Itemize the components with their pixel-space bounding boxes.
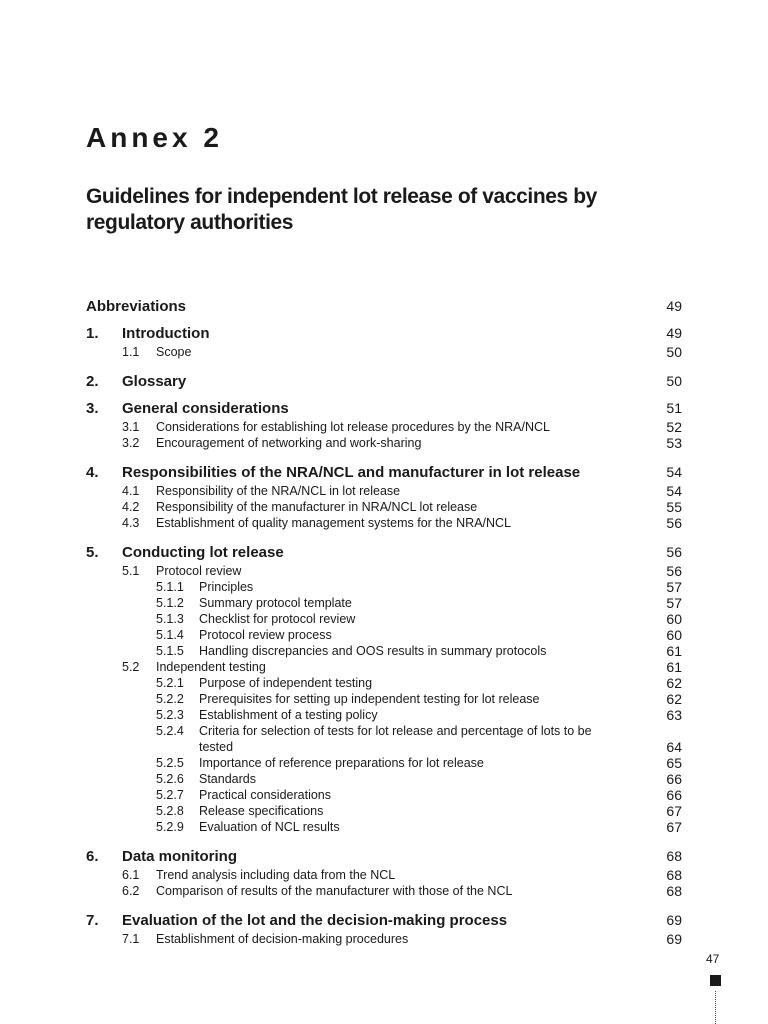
toc-section-4[interactable] — [86, 462, 682, 483]
toc-entry-label: Handling discrepancies and OOS results in summary protocols — [199, 644, 547, 658]
toc-section-label: Glossary — [122, 373, 187, 390]
toc-section-number: 6. — [86, 848, 99, 865]
toc-entry-label: Criteria for selection of tests for lot release and percentage of lots to be tested — [199, 724, 592, 754]
toc-entry-5-2-8[interactable] — [86, 803, 682, 819]
toc-section-label: Responsibilities of the NRA/NCL and manufacturer in lot release — [122, 464, 581, 481]
toc-page-number: 50 — [666, 344, 682, 360]
toc-entry-5-1-4[interactable] — [86, 627, 682, 643]
toc-entry-number: 4.3 — [122, 516, 140, 530]
toc-entry-label: Establishment of a testing policy — [199, 708, 378, 722]
toc-entry-label: Practical considerations — [199, 788, 332, 802]
toc-page-number: 68 — [666, 883, 682, 899]
toc-entry-5-2-6[interactable] — [86, 771, 682, 787]
toc-entry-number: 5.2.9 — [156, 820, 184, 834]
toc-page-number: 64 — [666, 739, 682, 755]
toc-entry-4-3[interactable] — [86, 515, 682, 531]
toc-entry-label: Responsibility of the manufacturer in NRA/NCL lot release — [156, 500, 478, 514]
toc-entry-5-1[interactable] — [86, 563, 682, 579]
toc-page-number: 66 — [666, 771, 682, 787]
toc-entry-label: Purpose of independent testing — [199, 676, 373, 690]
toc-entry-number: 5.2.7 — [156, 788, 184, 802]
toc-entry-5-2-4[interactable] — [86, 723, 682, 755]
toc-section-label: General considerations — [122, 400, 289, 417]
toc-entry-number: 6.1 — [122, 868, 140, 882]
toc-entry-number: 3.1 — [122, 420, 140, 434]
toc-entry-label: Principles — [199, 580, 254, 594]
toc-entry-5-1-5[interactable] — [86, 643, 682, 659]
annex-heading: Annex 2 — [86, 122, 223, 153]
toc-page-number: 67 — [666, 819, 682, 835]
toc-page-number: 56 — [666, 515, 682, 531]
toc-section-number: 5. — [86, 544, 99, 561]
toc-entry-label: Protocol review — [156, 564, 242, 578]
toc-entry-5-2-2[interactable] — [86, 691, 682, 707]
toc-page-number: 61 — [666, 643, 682, 659]
toc-entry-number: 5.2 — [122, 660, 140, 674]
toc-entry-number: 4.2 — [122, 500, 140, 514]
dotted-line-decoration — [715, 991, 716, 1024]
document-title: Guidelines for independent lot release of vaccines by regulatory authorities — [86, 185, 597, 234]
toc-page-number: 67 — [666, 803, 682, 819]
toc-page-number: 69 — [666, 931, 682, 947]
toc-page-number: 52 — [666, 419, 682, 435]
toc-entry-5-1-3[interactable] — [86, 611, 682, 627]
toc-entry-5-1-1[interactable] — [86, 579, 682, 595]
toc-entry-number: 5.2.6 — [156, 772, 184, 786]
toc-entry-number: 5.2.1 — [156, 676, 184, 690]
toc-entry-number: 5.2.4 — [156, 724, 184, 738]
toc-entry-label: Protocol review process — [199, 628, 332, 642]
toc-entry-3-2[interactable] — [86, 435, 682, 451]
toc-page-number: 65 — [666, 755, 682, 771]
toc-page-number: 54 — [666, 464, 682, 480]
toc-section-number: 7. — [86, 912, 99, 929]
toc-page-number: 51 — [666, 400, 682, 416]
toc-section-3[interactable] — [86, 398, 682, 419]
toc-entry-label: Summary protocol template — [199, 596, 352, 610]
toc-entry-number: 5.1.2 — [156, 596, 184, 610]
toc-page-number: 68 — [666, 867, 682, 883]
toc-entry-label: Checklist for protocol review — [199, 612, 356, 626]
toc-page-number: 49 — [666, 325, 682, 341]
toc-page-number: 56 — [666, 544, 682, 560]
toc-entry-label: Establishment of quality management systems for the NRA/NCL — [156, 516, 512, 530]
toc-page-number: 57 — [666, 595, 682, 611]
toc-entry-number: 7.1 — [122, 932, 140, 946]
toc-entry-number: 5.1.4 — [156, 628, 184, 642]
toc-section-5[interactable] — [86, 542, 682, 563]
toc-entry-number: 5.2.3 — [156, 708, 184, 722]
toc-entry-1-1[interactable] — [86, 344, 682, 360]
toc-entry-5-2-3[interactable] — [86, 707, 682, 723]
square-marker-icon — [710, 975, 721, 986]
toc-entry-number: 4.1 — [122, 484, 140, 498]
toc-section-7[interactable] — [86, 910, 682, 931]
toc-entry-6-2[interactable] — [86, 883, 682, 899]
toc-entry-label: Trend analysis including data from the NCL — [156, 868, 396, 882]
toc-entry-5-2-7[interactable] — [86, 787, 682, 803]
toc-section-label: Conducting lot release — [122, 544, 284, 561]
toc-page-number: 61 — [666, 659, 682, 675]
toc-entry-6-1[interactable] — [86, 867, 682, 883]
toc-section-1[interactable] — [86, 323, 682, 344]
toc-entry-number: 1.1 — [122, 345, 140, 359]
toc-page-number: 49 — [666, 298, 682, 314]
toc-entry-label: Establishment of decision-making procedures — [156, 932, 409, 946]
toc-entry-number: 5.1.3 — [156, 612, 184, 626]
toc-section-label: Data monitoring — [122, 848, 237, 865]
toc-section-label: Introduction — [122, 325, 210, 342]
toc-entry-number: 5.2.5 — [156, 756, 184, 770]
toc-entry-number: 5.2.2 — [156, 692, 184, 706]
toc-entry-5-2-1[interactable] — [86, 675, 682, 691]
toc-entry-label: Considerations for establishing lot release procedures by the NRA/NCL — [156, 420, 550, 434]
toc-page-number: 50 — [666, 373, 682, 389]
toc-entry-label: Responsibility of the NRA/NCL in lot release — [156, 484, 401, 498]
toc-entry-label: Encouragement of networking and work-sharing — [156, 436, 422, 450]
toc-entry-4-2[interactable] — [86, 499, 682, 515]
toc-entry-5-2-5[interactable] — [86, 755, 682, 771]
toc-entry-label: Importance of reference preparations for lot release — [199, 756, 484, 770]
toc-page-number: 57 — [666, 579, 682, 595]
toc-entry-5-2-9[interactable] — [86, 819, 682, 835]
toc-page-number: 56 — [666, 563, 682, 579]
toc-entry-number: 5.1 — [122, 564, 140, 578]
toc-entry-5-1-2[interactable] — [86, 595, 682, 611]
toc-section-number: 4. — [86, 464, 99, 481]
toc-entry-label: Independent testing — [156, 660, 266, 674]
toc-entry-number: 5.1.1 — [156, 580, 184, 594]
toc-page-number: 66 — [666, 787, 682, 803]
toc-page-number: 54 — [666, 483, 682, 499]
page-number: 47 — [706, 952, 720, 966]
toc-section-6[interactable] — [86, 846, 682, 867]
toc-section-number: 3. — [86, 400, 99, 417]
toc-section-label: Evaluation of the lot and the decision-making process — [122, 912, 508, 929]
table-of-contents — [86, 296, 682, 947]
toc-entry-label: Scope — [156, 345, 192, 359]
toc-entry-number: 5.2.8 — [156, 804, 184, 818]
toc-section-number: 2. — [86, 373, 99, 390]
toc-page-number: 62 — [666, 675, 682, 691]
toc-page-number: 53 — [666, 435, 682, 451]
toc-page-number: 60 — [666, 627, 682, 643]
toc-entry-label: Standards — [199, 772, 256, 786]
toc-page-number: 68 — [666, 848, 682, 864]
toc-entry-abbreviations[interactable] — [86, 296, 682, 317]
toc-page-number: 69 — [666, 912, 682, 928]
toc-entry-label: Comparison of results of the manufacturer with those of the NCL — [156, 884, 513, 898]
toc-page-number: 62 — [666, 691, 682, 707]
toc-page-number: 55 — [666, 499, 682, 515]
toc-entry-number: 6.2 — [122, 884, 140, 898]
toc-section-2[interactable] — [86, 371, 682, 392]
toc-entry-label: Evaluation of NCL results — [199, 820, 340, 834]
toc-page-number: 63 — [666, 707, 682, 723]
toc-entry-label: Release specifications — [199, 804, 324, 818]
toc-entry-7-1[interactable] — [86, 931, 682, 947]
toc-entry-4-1[interactable] — [86, 483, 682, 499]
toc-entry-label: Abbreviations — [86, 298, 187, 315]
toc-entry-5-2[interactable] — [86, 659, 682, 675]
toc-section-number: 1. — [86, 325, 99, 342]
toc-entry-number: 5.1.5 — [156, 644, 184, 658]
toc-entry-number: 3.2 — [122, 436, 140, 450]
toc-entry-3-1[interactable] — [86, 419, 682, 435]
toc-page-number: 60 — [666, 611, 682, 627]
toc-entry-label: Prerequisites for setting up independent testing for lot release — [199, 692, 540, 706]
